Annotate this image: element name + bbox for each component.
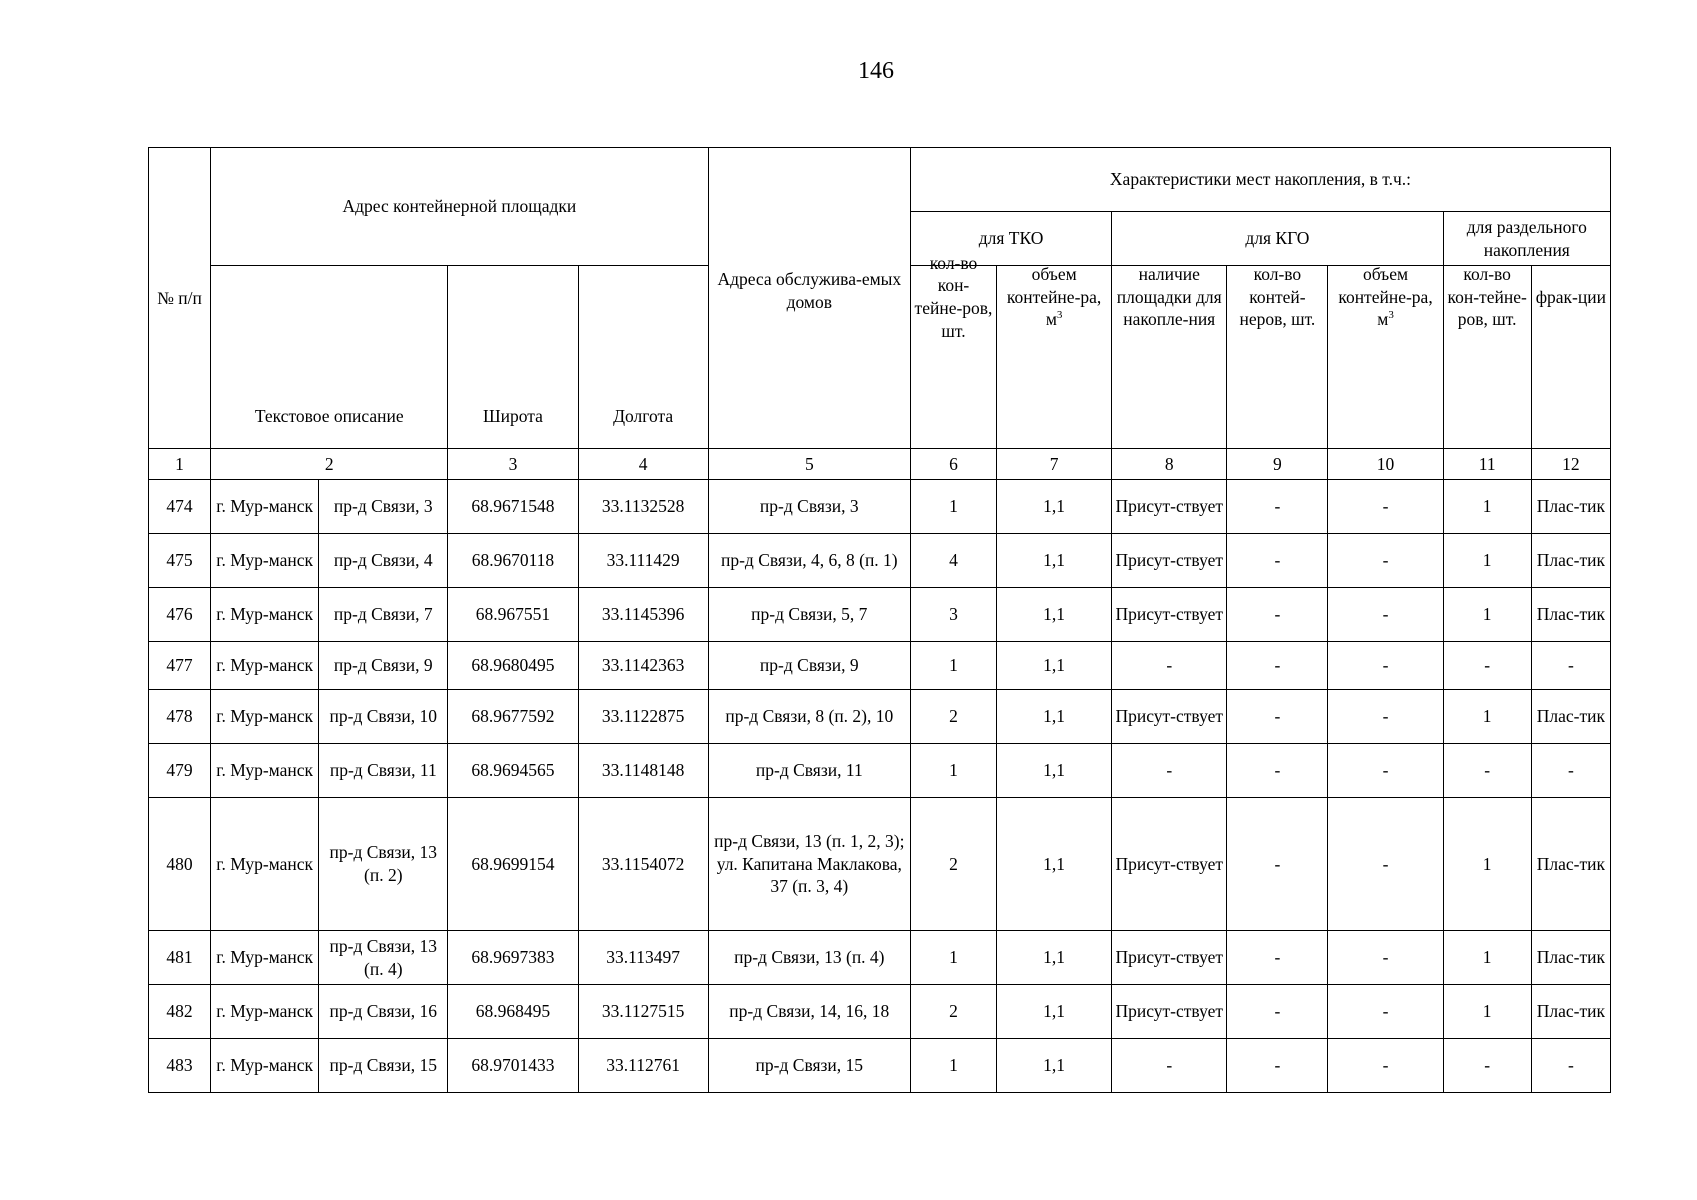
table-row bbox=[149, 690, 1611, 744]
row-kgo-count: - bbox=[1227, 480, 1328, 534]
row-tko-volume: 1,1 bbox=[997, 642, 1112, 690]
row-separate-count: - bbox=[1443, 642, 1531, 690]
row-latitude: 68.9701433 bbox=[448, 1039, 578, 1093]
row-street: пр-д Связи, 4 bbox=[319, 534, 448, 588]
header-kgo-site: наличие площадки для накопле-ния bbox=[1112, 206, 1227, 389]
row-kgo-count: - bbox=[1227, 642, 1328, 690]
row-kgo-count: - bbox=[1227, 588, 1328, 642]
row-fraction: Плас-тик bbox=[1531, 931, 1610, 985]
row-kgo-count: - bbox=[1227, 534, 1328, 588]
header-tko: для ТКО bbox=[910, 212, 1111, 266]
row-served-houses: пр-д Связи, 11 bbox=[708, 744, 910, 798]
row-fraction: - bbox=[1531, 642, 1610, 690]
row-served-houses: пр-д Связи, 4, 6, 8 (п. 1) bbox=[708, 534, 910, 588]
row-kgo-count: - bbox=[1227, 690, 1328, 744]
row-number: 476 bbox=[149, 588, 211, 642]
row-kgo-count: - bbox=[1227, 985, 1328, 1039]
row-fraction: Плас-тик bbox=[1531, 985, 1610, 1039]
row-served-houses: пр-д Связи, 15 bbox=[708, 1039, 910, 1093]
row-city: г. Мур-манск bbox=[211, 798, 319, 931]
row-served-houses: пр-д Связи, 3 bbox=[708, 480, 910, 534]
row-longitude: 33.112761 bbox=[578, 1039, 708, 1093]
column-number: 2 bbox=[211, 449, 448, 480]
row-number: 474 bbox=[149, 480, 211, 534]
row-city: г. Мур-манск bbox=[211, 588, 319, 642]
row-kgo-count: - bbox=[1227, 744, 1328, 798]
row-street: пр-д Связи, 9 bbox=[319, 642, 448, 690]
row-tko-volume: 1,1 bbox=[997, 798, 1112, 931]
row-kgo-site: Присут-ствует bbox=[1112, 690, 1227, 744]
row-number: 480 bbox=[149, 798, 211, 931]
table-row bbox=[149, 1039, 1611, 1093]
row-kgo-count: - bbox=[1227, 931, 1328, 985]
table-row bbox=[149, 744, 1611, 798]
row-street: пр-д Связи, 13 (п. 4) bbox=[319, 931, 448, 985]
row-city: г. Мур-манск bbox=[211, 480, 319, 534]
row-fraction: Плас-тик bbox=[1531, 690, 1610, 744]
row-latitude: 68.9671548 bbox=[448, 480, 578, 534]
row-number: 483 bbox=[149, 1039, 211, 1093]
row-tko-count: 2 bbox=[910, 985, 996, 1039]
row-street: пр-д Связи, 15 bbox=[319, 1039, 448, 1093]
row-longitude: 33.1132528 bbox=[578, 480, 708, 534]
row-separate-count: - bbox=[1443, 1039, 1531, 1093]
row-kgo-site: Присут-ствует bbox=[1112, 588, 1227, 642]
table-row bbox=[149, 985, 1611, 1039]
header-longitude: Долгота bbox=[578, 266, 708, 449]
row-city: г. Мур-манск bbox=[211, 744, 319, 798]
table-row bbox=[149, 534, 1611, 588]
row-tko-count: 3 bbox=[910, 588, 996, 642]
row-served-houses: пр-д Связи, 14, 16, 18 bbox=[708, 985, 910, 1039]
row-tko-volume: 1,1 bbox=[997, 744, 1112, 798]
row-kgo-site: - bbox=[1112, 642, 1227, 690]
row-fraction: Плас-тик bbox=[1531, 480, 1610, 534]
row-kgo-volume: - bbox=[1328, 744, 1443, 798]
row-latitude: 68.9699154 bbox=[448, 798, 578, 931]
row-street: пр-д Связи, 7 bbox=[319, 588, 448, 642]
row-longitude: 33.1145396 bbox=[578, 588, 708, 642]
row-city: г. Мур-манск bbox=[211, 534, 319, 588]
row-number: 477 bbox=[149, 642, 211, 690]
header-characteristics: Характеристики мест накопления, в т.ч.: bbox=[910, 148, 1610, 212]
row-kgo-site: - bbox=[1112, 1039, 1227, 1093]
row-street: пр-д Связи, 16 bbox=[319, 985, 448, 1039]
column-number: 1 bbox=[149, 449, 211, 480]
row-longitude: 33.1127515 bbox=[578, 985, 708, 1039]
table-row bbox=[149, 642, 1611, 690]
row-kgo-count: - bbox=[1227, 1039, 1328, 1093]
row-number: 478 bbox=[149, 690, 211, 744]
row-fraction: Плас-тик bbox=[1531, 534, 1610, 588]
row-kgo-volume: - bbox=[1328, 534, 1443, 588]
row-street: пр-д Связи, 13 (п. 2) bbox=[319, 798, 448, 931]
row-street: пр-д Связи, 3 bbox=[319, 480, 448, 534]
row-latitude: 68.968495 bbox=[448, 985, 578, 1039]
row-kgo-volume: - bbox=[1328, 1039, 1443, 1093]
row-served-houses: пр-д Связи, 8 (п. 2), 10 bbox=[708, 690, 910, 744]
column-number: 10 bbox=[1328, 449, 1443, 480]
row-kgo-volume: - bbox=[1328, 588, 1443, 642]
column-number: 11 bbox=[1443, 449, 1531, 480]
row-separate-count: 1 bbox=[1443, 798, 1531, 931]
row-longitude: 33.1142363 bbox=[578, 642, 708, 690]
row-served-houses: пр-д Связи, 9 bbox=[708, 642, 910, 690]
row-separate-count: 1 bbox=[1443, 690, 1531, 744]
row-tko-count: 1 bbox=[910, 1039, 996, 1093]
header-separate-count: кол-во кон-тейне-ров, шт. bbox=[1443, 206, 1531, 389]
row-longitude: 33.1154072 bbox=[578, 798, 708, 931]
row-city: г. Мур-манск bbox=[211, 931, 319, 985]
row-separate-count: 1 bbox=[1443, 985, 1531, 1039]
row-separate-count: 1 bbox=[1443, 588, 1531, 642]
column-number: 5 bbox=[708, 449, 910, 480]
row-tko-count: 4 bbox=[910, 534, 996, 588]
table-body bbox=[149, 480, 1611, 1093]
row-tko-count: 2 bbox=[910, 690, 996, 744]
row-tko-count: 1 bbox=[910, 931, 996, 985]
row-tko-volume: 1,1 bbox=[997, 534, 1112, 588]
table-row bbox=[149, 480, 1611, 534]
row-number: 482 bbox=[149, 985, 211, 1039]
row-city: г. Мур-манск bbox=[211, 642, 319, 690]
header-separate: для раздельного накопления bbox=[1443, 212, 1610, 266]
row-tko-volume: 1,1 bbox=[997, 985, 1112, 1039]
row-separate-count: 1 bbox=[1443, 480, 1531, 534]
row-kgo-site: Присут-ствует bbox=[1112, 798, 1227, 931]
row-kgo-site: Присут-ствует bbox=[1112, 985, 1227, 1039]
container-sites-table bbox=[148, 147, 1611, 1093]
table-row bbox=[149, 588, 1611, 642]
column-number: 7 bbox=[997, 449, 1112, 480]
header-kgo: для КГО bbox=[1112, 212, 1443, 266]
row-kgo-volume: - bbox=[1328, 931, 1443, 985]
row-city: г. Мур-манск bbox=[211, 1039, 319, 1093]
row-latitude: 68.9670118 bbox=[448, 534, 578, 588]
row-fraction: Плас-тик bbox=[1531, 798, 1610, 931]
column-number: 3 bbox=[448, 449, 578, 480]
row-separate-count: - bbox=[1443, 744, 1531, 798]
row-latitude: 68.9680495 bbox=[448, 642, 578, 690]
row-kgo-volume: - bbox=[1328, 480, 1443, 534]
row-served-houses: пр-д Связи, 13 (п. 1, 2, 3); ул. Капитана Маклакова, 37 (п. 3, 4) bbox=[708, 798, 910, 931]
row-tko-count: 1 bbox=[910, 642, 996, 690]
row-latitude: 68.9694565 bbox=[448, 744, 578, 798]
row-kgo-site: Присут-ствует bbox=[1112, 931, 1227, 985]
row-city: г. Мур-манск bbox=[211, 985, 319, 1039]
header-separate-fraction: фрак-ции bbox=[1531, 206, 1610, 389]
table-row bbox=[149, 798, 1611, 931]
row-kgo-site: - bbox=[1112, 744, 1227, 798]
row-fraction: - bbox=[1531, 744, 1610, 798]
header-tko-count: кол-во кон-тейне-ров, шт. bbox=[910, 206, 996, 389]
row-kgo-volume: - bbox=[1328, 690, 1443, 744]
row-latitude: 68.9697383 bbox=[448, 931, 578, 985]
row-longitude: 33.111429 bbox=[578, 534, 708, 588]
row-kgo-site: Присут-ствует bbox=[1112, 534, 1227, 588]
row-tko-count: 1 bbox=[910, 744, 996, 798]
header-address-group: Адрес контейнерной площадки bbox=[211, 148, 709, 266]
row-tko-volume: 1,1 bbox=[997, 1039, 1112, 1093]
row-tko-volume: 1,1 bbox=[997, 588, 1112, 642]
header-served-houses: Адреса обслужива-емых домов bbox=[708, 148, 910, 449]
table-header bbox=[149, 148, 1611, 480]
column-number: 4 bbox=[578, 449, 708, 480]
row-fraction: - bbox=[1531, 1039, 1610, 1093]
row-longitude: 33.1148148 bbox=[578, 744, 708, 798]
row-latitude: 68.9677592 bbox=[448, 690, 578, 744]
row-served-houses: пр-д Связи, 13 (п. 4) bbox=[708, 931, 910, 985]
header-text-description: Текстовое описание bbox=[211, 266, 448, 449]
header-num: № п/п bbox=[149, 148, 211, 449]
row-kgo-volume: - bbox=[1328, 642, 1443, 690]
row-tko-volume: 1,1 bbox=[997, 931, 1112, 985]
column-number-row bbox=[149, 449, 1611, 480]
row-separate-count: 1 bbox=[1443, 534, 1531, 588]
row-tko-count: 1 bbox=[910, 480, 996, 534]
column-number: 12 bbox=[1531, 449, 1610, 480]
column-number: 8 bbox=[1112, 449, 1227, 480]
header-kgo-volume: объем контейне-ра, $м^3$ bbox=[1328, 206, 1443, 389]
table-row bbox=[149, 931, 1611, 985]
header-kgo-count: кол-во контей-неров, шт. bbox=[1227, 206, 1328, 389]
row-number: 479 bbox=[149, 744, 211, 798]
row-kgo-count: - bbox=[1227, 798, 1328, 931]
row-kgo-site: Присут-ствует bbox=[1112, 480, 1227, 534]
row-city: г. Мур-манск bbox=[211, 690, 319, 744]
row-longitude: 33.1122875 bbox=[578, 690, 708, 744]
row-street: пр-д Связи, 10 bbox=[319, 690, 448, 744]
row-number: 475 bbox=[149, 534, 211, 588]
row-tko-volume: 1,1 bbox=[997, 480, 1112, 534]
row-tko-count: 2 bbox=[910, 798, 996, 931]
row-longitude: 33.113497 bbox=[578, 931, 708, 985]
row-latitude: 68.967551 bbox=[448, 588, 578, 642]
row-number: 481 bbox=[149, 931, 211, 985]
row-separate-count: 1 bbox=[1443, 931, 1531, 985]
row-kgo-volume: - bbox=[1328, 985, 1443, 1039]
row-tko-volume: 1,1 bbox=[997, 690, 1112, 744]
page-number: 146 bbox=[858, 58, 894, 84]
row-kgo-volume: - bbox=[1328, 798, 1443, 931]
header-tko-volume: объем контейне-ра, $м^3$ bbox=[997, 206, 1112, 389]
row-served-houses: пр-д Связи, 5, 7 bbox=[708, 588, 910, 642]
column-number: 9 bbox=[1227, 449, 1328, 480]
column-number: 6 bbox=[910, 449, 996, 480]
row-fraction: Плас-тик bbox=[1531, 588, 1610, 642]
header-latitude: Широта bbox=[448, 266, 578, 449]
row-street: пр-д Связи, 11 bbox=[319, 744, 448, 798]
